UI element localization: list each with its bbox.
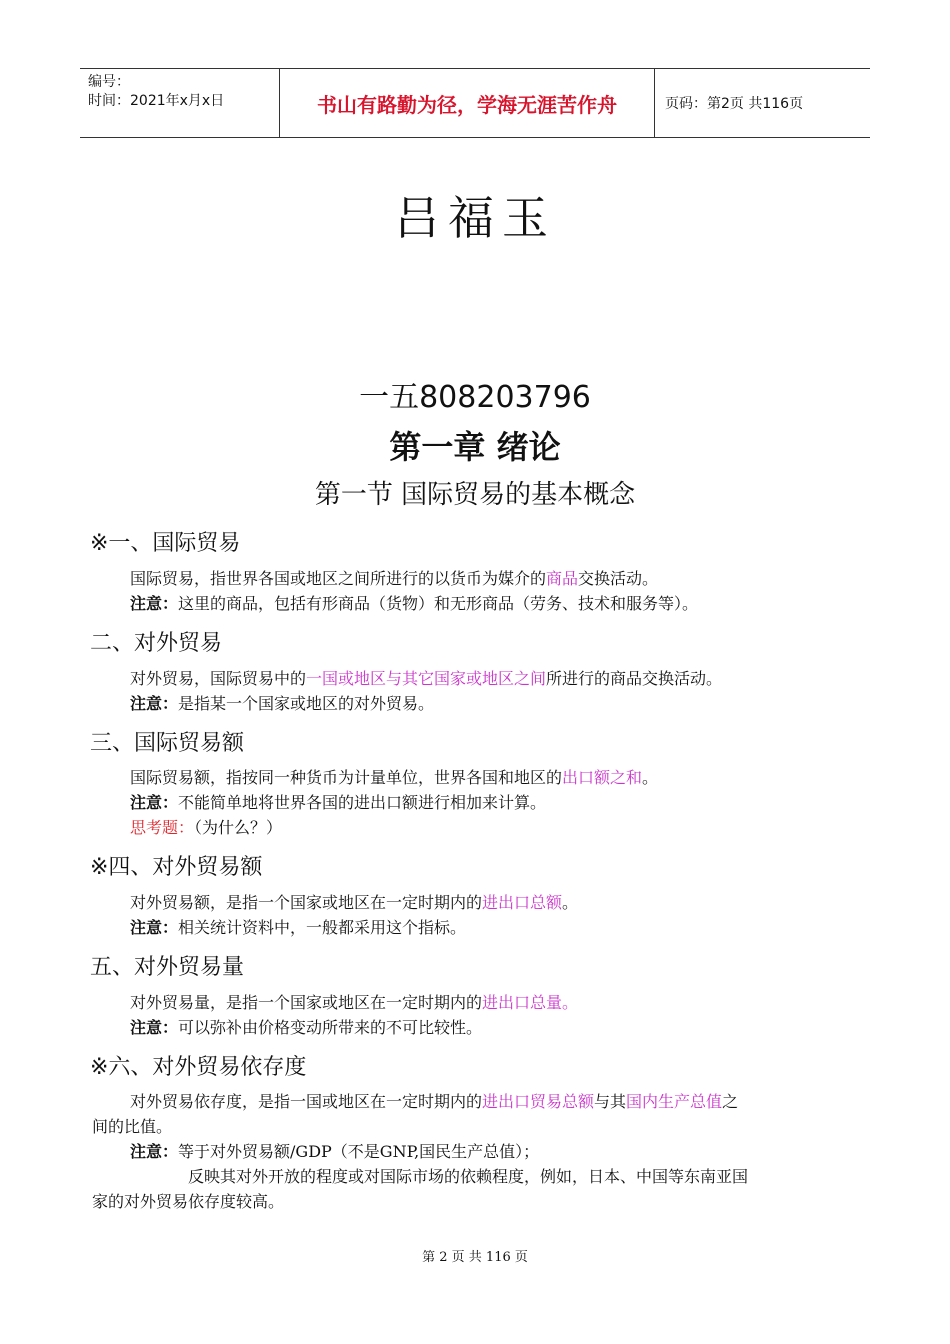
note-label: 注意： [130,918,179,937]
text: 国际贸易，指世界各国或地区之间所进行的以货币为媒介的 [130,569,547,588]
author-name: 吕福玉 [394,191,556,245]
think-text: （为什么？） [194,818,283,837]
heading-foreign-trade-volume: 五、对外贸易量 [90,955,245,980]
note-text: 可以弥补由价格变动所带来的不可比较性。 [178,1018,483,1037]
para-international-trade [92,566,862,616]
note-label: 注意： [130,594,179,613]
text: 对外贸易额，是指一个国家或地区在一定时期内的 [130,893,483,912]
heading-foreign-trade-value: ※四、对外贸易额 [90,855,263,880]
para-trade-dependence [92,1089,862,1214]
note-text: 是指某一个国家或地区的对外贸易。 [178,694,435,713]
note-label: 注意： [130,1018,179,1037]
page-footer: 第 2 页 共 116 页 [422,1250,528,1265]
section-title: 第一节 国际贸易的基本概念 [314,480,636,510]
text: 。 [642,768,659,787]
para-foreign-trade-value [92,890,862,940]
highlight: 商品 [546,569,579,588]
note-text: 家的对外贸易依存度较高。 [92,1192,285,1211]
highlight: 出口额之和 [562,768,643,787]
heading-trade-dependence: ※六、对外贸易依存度 [90,1055,307,1080]
page-header [80,68,870,138]
heading-international-trade: ※一、国际贸易 [90,531,241,556]
number-label: 编号： [88,74,130,90]
para-trade-value [92,765,862,840]
note-label: 注意： [130,793,179,812]
text: 交换活动。 [578,569,659,588]
time-label: 时间：2021年x月x日 [88,93,225,109]
heading-foreign-trade: 二、对外贸易 [90,631,223,656]
text: 对外贸易依存度，是指一国或地区在一定时期内的 [130,1092,483,1111]
text: 对外贸易，国际贸易中的 [130,669,307,688]
note-text: 这里的商品，包括有形商品（货物）和无形商品（劳务、技术和服务等）。 [178,594,699,613]
text: 对外贸易量，是指一个国家或地区在一定时期内的 [130,993,483,1012]
note-text: 相关统计资料中，一般都采用这个指标。 [178,918,467,937]
header-motto: 书山有路勤为径，学海无涯苦作舟 [280,69,655,137]
highlight: 国内生产总值 [626,1092,723,1111]
para-foreign-trade [92,666,862,716]
heading-trade-value: 三、国际贸易额 [90,731,245,756]
header-page-info: 页码：第2页 共116页 [665,96,804,112]
highlight: 进出口总量。 [482,993,579,1012]
text: 。 [562,893,579,912]
course-code: 一五808203796 [359,380,591,415]
text: 之 [722,1092,739,1111]
text: 与其 [594,1092,627,1111]
para-foreign-trade-volume [92,990,862,1040]
highlight: 一国或地区与其它国家或地区之间 [306,669,547,688]
highlight: 进出口总额 [482,893,563,912]
chapter-title: 第一章 绪论 [389,428,561,466]
think-label: 思考题： [130,818,195,837]
highlight: 进出口贸易总额 [482,1092,595,1111]
note-label: 注意： [130,1142,179,1161]
note-text: 反映其对外开放的程度或对国际市场的依赖程度，例如，日本、中国等东南亚国 [188,1167,749,1186]
text: 所进行的商品交换活动。 [546,669,723,688]
header-meta [80,69,280,137]
note-label: 注意： [130,694,179,713]
text: 国际贸易额，指按同一种货币为计量单位，世界各国和地区的 [130,768,563,787]
note-text: 不能简单地将世界各国的进出口额进行相加来计算。 [178,793,547,812]
text: 间的比值。 [92,1117,173,1136]
note-text: 等于对外贸易额/GDP（不是GNP,国民生产总值）； [178,1142,540,1161]
